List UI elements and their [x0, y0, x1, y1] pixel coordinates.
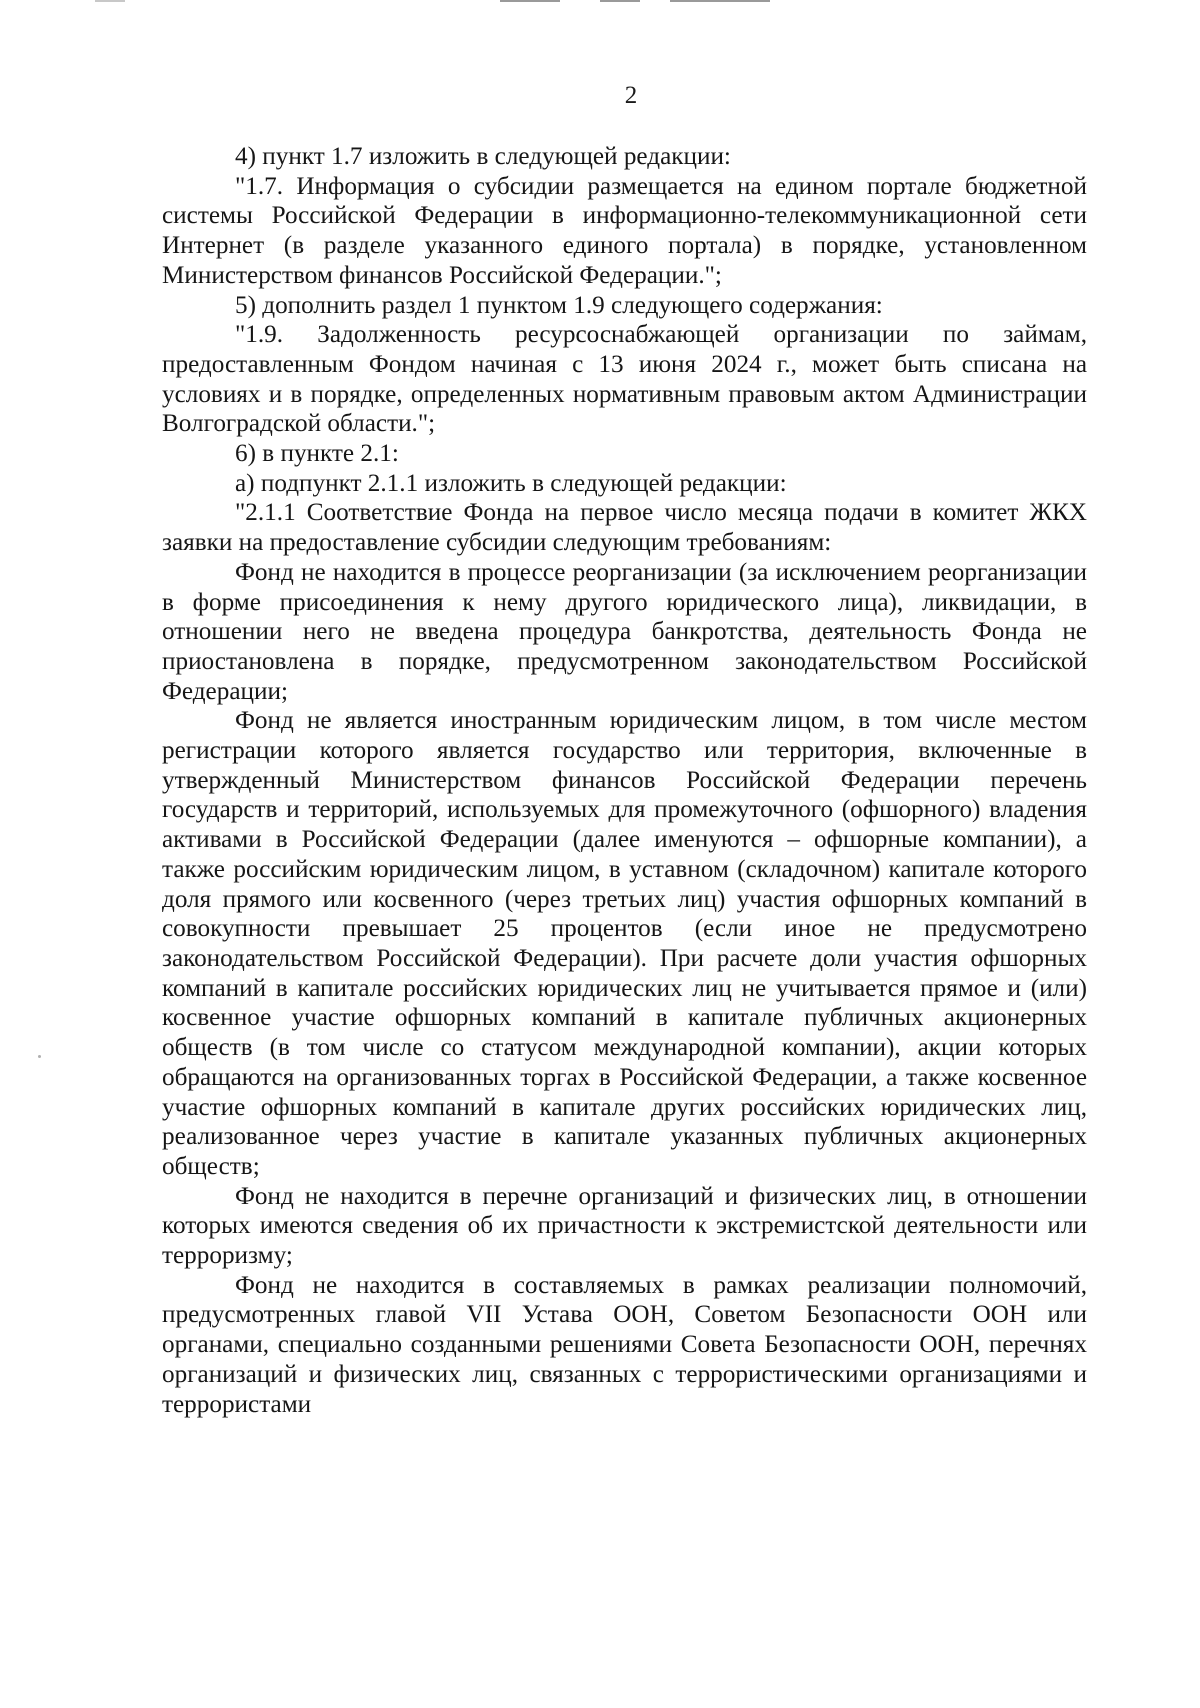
- paragraph-requirement-offshore: Фонд не является иностранным юридическим лицом, в том числе местом регистрации которого является государство или территория, включенные в утвержденный Министерством финансов Российской Федерации перечень государств и территорий, используемых для промежуточного (офшорного) владения активами в Российской Федерации (далее именуются – офшорные компании), а также российским юридическим лицом, в уставном (складочном) капитале которого доля прямого или косвенного (через третьих лиц) участия офшорных компаний в совокупности превышает 25 процентов (если иное не предусмотрено законодательством Российской Федерации). При расчете доли участия офшорных компаний в капитале российских юридических лиц не учитывается прямое и (или) косвенное участие офшорных компаний в капитале публичных акционерных обществ (в том числе со статусом международной компании), акции которых обращаются на организованных торгах в Российской Федерации, а также косвенное участие офшорных компаний в капитале других российских юридических лиц, реализованное через участие в капитале указанных публичных акционерных обществ;: [162, 707, 1087, 1180]
- scan-edge-mark: [500, 0, 560, 2]
- scan-edge-mark: [600, 0, 640, 2]
- document-body: [162, 142, 1087, 1419]
- paragraph-requirement-un-lists: Фонд не находится в составляемых в рамках реализации полномочий, предусмотренных главой VII Устава ООН, Советом Безопасности ООН или органами, специально созданными решениями Совета Безопасности ООН, перечнях организаций и физических лиц, связанных с террористическими организациями и террористами: [162, 1271, 1087, 1418]
- scan-margin-dot: [38, 1055, 41, 1058]
- paragraph-requirement-reorganization: Фонд не находится в процессе реорганизации (за исключением реорганизации в форме присоединения к нему другого юридического лица), ликвидации, в отношении него не введена процедура банкротства, деятельность Фонда не приостановлена в порядке, предусмотренном законодательством Российской Федерации;: [162, 558, 1087, 705]
- scan-edge-mark: [95, 0, 125, 2]
- scan-edge-mark: [670, 0, 770, 2]
- paragraph-item-1-9-heading: 5) дополнить раздел 1 пунктом 1.9 следующего содержания:: [235, 291, 883, 319]
- page-number: 2: [624, 82, 638, 109]
- paragraph-item-1-7-text: "1.7. Информация о субсидии размещается на едином портале бюджетной системы Российской Федерации в информационно-телекоммуникационной сети Интернет (в разделе указанного единого портала) в порядке, установленном Министерством финансов Российской Федерации.";: [162, 172, 1087, 289]
- paragraph-item-2-1-heading: 6) в пункте 2.1:: [235, 440, 399, 468]
- paragraph-subitem-2-1-1-text: "2.1.1 Соответствие Фонда на первое число месяца подачи в комитет ЖКХ заявки на предоставление субсидии следующим требованиям:: [162, 499, 1087, 557]
- paragraph-requirement-extremism: Фонд не находится в перечне организаций и физических лиц, в отношении которых имеются сведения об их причастности к экстремистской деятельности или терроризму;: [162, 1182, 1087, 1270]
- paragraph-subitem-2-1-1-heading: а) подпункт 2.1.1 изложить в следующей редакции:: [235, 469, 787, 497]
- paragraph-item-1-9-text: "1.9. Задолженность ресурсоснабжающей организации по займам, предоставленным Фондом начиная с 13 июня 2024 г., может быть списана на условиях и в порядке, определенных нормативным правовым актом Администрации Волгоградской области.";: [162, 321, 1087, 438]
- paragraph-item-1-7-heading: 4) пункт 1.7 изложить в следующей редакции:: [235, 143, 731, 170]
